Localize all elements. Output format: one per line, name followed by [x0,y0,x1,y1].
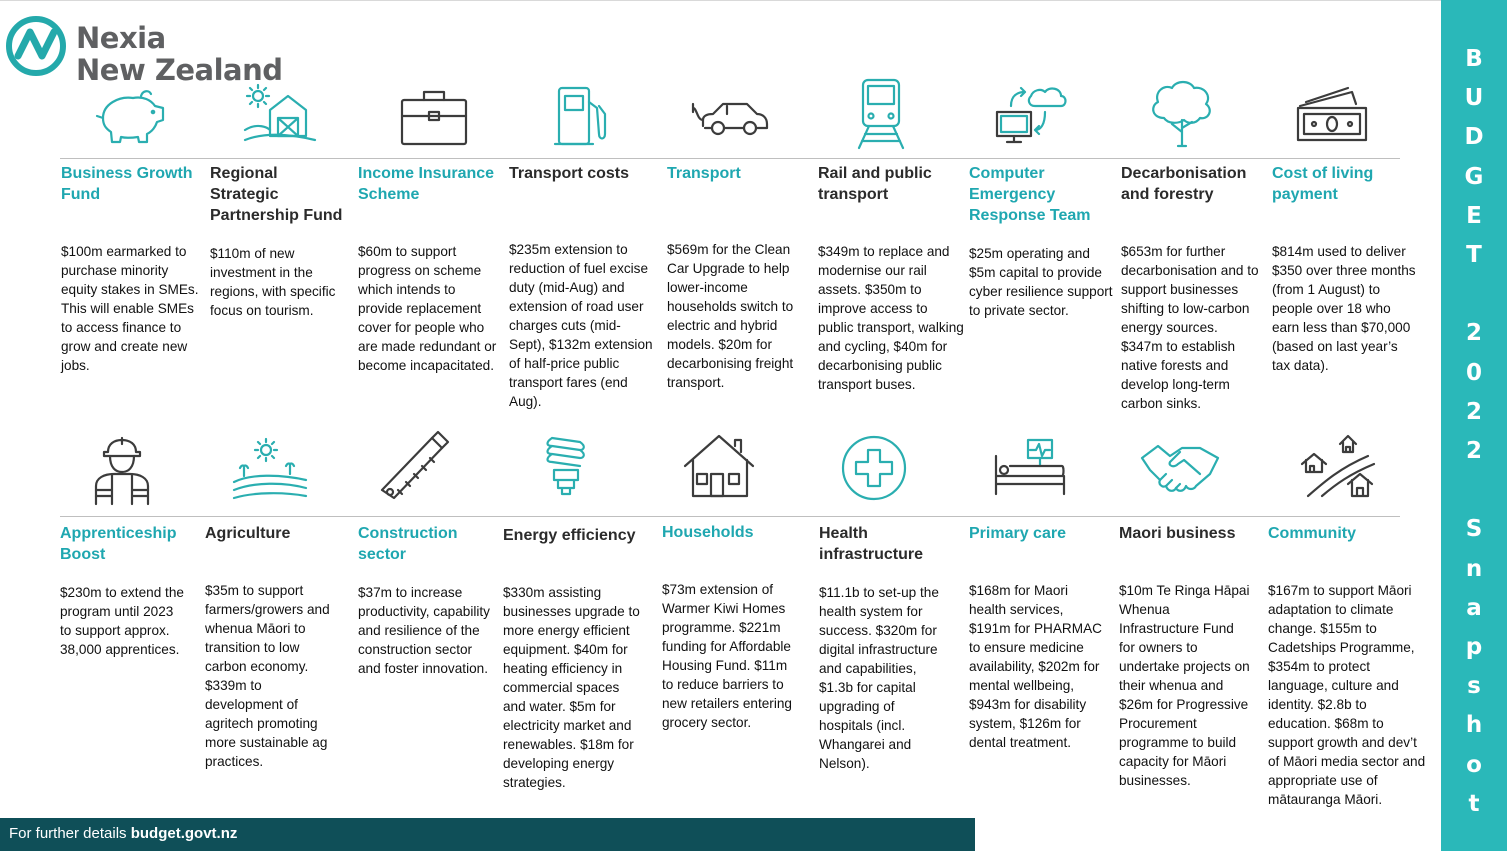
brand-name-line2: New Zealand [76,53,283,87]
sidebar-letter: 2 [1465,438,1482,465]
title-maori-business: Maori business [1119,525,1236,542]
sidebar-letter: n [1465,555,1483,582]
sidebar-letter: T [1466,242,1482,269]
sidebar-letter [1441,275,1507,314]
sidebar-letter: U [1464,85,1484,112]
footer-text [9,825,237,842]
footer-link[interactable]: budget.govt.nz [130,825,238,842]
title-health-infrastructure: Health infrastructure [819,525,924,563]
body-primary-care: $168m for Maori health services, $191m for PHARMAC to ensure medicine availability, $202m for mental wellbeing, $943m for disability system, $126m for dental treatment. [969,583,1102,750]
title-business-growth-fund: Business Growth Fund [61,165,193,203]
sidebar-letter: 0 [1465,359,1482,386]
top-border [0,0,1441,1]
body-households: $73m extension of Warmer Kiwi Homes programme. $221m funding for Affordable Housing Fund. $11m to reduce barriers to new retailers entering grocery sector. [662,582,792,730]
sidebar-letter: h [1465,712,1483,739]
electric-car-icon [691,82,771,150]
footer-bar [0,818,975,851]
title-apprenticeship-boost: Apprenticeship Boost [60,525,177,563]
footer-label: For further details [9,825,127,842]
title-households: Households [662,524,754,541]
sidebar-letter: D [1464,124,1484,151]
body-agriculture: $35m to support farmers/growers and whenua Māori to transition to low carbon economy. $339m to development of agritech promoting more sustainable ag practices. [205,583,330,769]
body-business-growth-fund: $100m earmarked to purchase minority equity stakes in SMEs. This will enable SMEs to access finance to grow and create new jobs. [61,244,199,373]
sidebar-letter: E [1466,202,1482,229]
tree-icon [1142,78,1222,146]
energy-bulb-icon [526,432,606,500]
body-maori-business: $10m Te Ringa Hāpai Whenua Infrastructure Fund for owners to undertake projects on their whenua and $26m for Progressive Procurement programme to build capacity for Māori businesses. [1119,583,1250,788]
train-icon [841,78,921,146]
sidebar-letter: a [1466,594,1482,621]
briefcase-icon [394,82,474,150]
title-transport-costs: Transport costs [509,165,630,182]
piggy-bank-icon [91,82,171,150]
body-computer-emergency-response-team: $25m operating and $5m capital to provide cyber resilience support to private sector. [969,246,1113,318]
title-computer-emergency-response-team: Computer Emergency Response Team [969,165,1091,224]
sidebar-letter: 2 [1465,320,1482,347]
sidebar-letter: p [1465,634,1483,661]
medical-cross-icon [834,432,914,500]
handshake-icon [1140,436,1220,504]
title-energy-efficiency: Energy efficiency [503,527,636,544]
brand-name-line1: Nexia [76,21,166,55]
body-cost-of-living-payment: $814m used to deliver $350 over three months (from 1 August) to people over 18 who earn less than $70,000 (based on last year’s tax data). [1272,244,1416,373]
sidebar-letter: t [1468,790,1480,817]
title-decarbonisation-and-forestry: Decarbonisation and forestry [1121,165,1247,203]
row1-divider [60,158,1400,159]
sidebar-vertical-title [1441,40,1507,824]
sidebar-letter: B [1465,46,1483,72]
row2-divider [60,516,1400,517]
budget-snapshot-sidebar [1441,0,1507,851]
title-income-insurance-scheme: Income Insurance Scheme [358,165,495,203]
title-agriculture: Agriculture [205,525,291,542]
body-community: $167m to support Māori adaptation to climate change. $155m to Cadetships Programme, $354m to protect language, culture and identity. $2.8b to education. $68m to support growth and dev’t of Māori media sector and appropriate use of mātauranga Māori. [1268,583,1426,807]
title-rail-and-public-transport: Rail and public transport [818,165,932,203]
fuel-pump-icon [543,82,623,150]
brand-name [76,22,283,86]
hospital-bed-icon [990,436,1070,504]
sidebar-letter: s [1467,673,1481,700]
sidebar-letter [1441,471,1507,510]
body-rail-and-public-transport: $349m to replace and modernise our rail assets. $350m to improve access to public transport, walking and cycling, $40m for decarbonising public transport buses. [818,244,964,392]
farm-fields-icon [230,436,310,504]
body-health-infrastructure: $11.1b to set-up the health system for success. $320m for digital infrastructure and capabilities, $1.3b for capital upgrading of hospitals (incl. Whangarei and Nelson). [819,585,939,771]
sidebar-letter: S [1465,516,1483,543]
title-transport: Transport [667,165,741,182]
house-icon [681,432,761,500]
community-homes-icon [1296,430,1376,498]
sidebar-letter: 2 [1465,398,1482,425]
barn-sun-icon [240,82,320,150]
worker-hardhat-icon [82,436,162,504]
sidebar-letter: o [1466,751,1482,778]
body-energy-efficiency: $330m assisting businesses upgrade to more energy efficient equipment. $40m for heating efficiency in commercial spaces and water. $5m for electricity market and renewables. $18m for developing energy strategies. [503,585,640,790]
title-community: Community [1268,525,1356,542]
title-construction-sector: Construction sector [358,525,458,563]
nexia-logo-mark-icon [4,12,74,82]
banknotes-icon [1292,82,1372,150]
title-cost-of-living-payment: Cost of living payment [1272,165,1374,203]
body-decarbonisation-and-forestry: $653m for further decarbonisation and to support businesses shifting to low-carbon energy sources. $347m to establish native forests and develop long-term carbon sinks. [1121,244,1259,411]
body-construction-sector: $37m to increase productivity, capability and resilience of the construction sector and foster innovation. [358,585,490,676]
cloud-computer-icon [991,82,1071,150]
body-transport-costs: $235m extension to reduction of fuel excise duty (mid-Aug) and extension of road user charges cuts (mid-Sept), $132m extension of half-price public transport fares (end Aug). [509,242,653,409]
title-regional-strategic-partnership-fund: Regional Strategic Partnership Fund [210,165,343,224]
sidebar-letter: G [1464,163,1484,190]
nexia-logo [4,12,294,87]
body-regional-strategic-partnership-fund: $110m of new investment in the regions, with specific focus on tourism. [210,246,336,318]
body-transport: $569m for the Clean Car Upgrade to help lower-income households switch to electric and hybrid models. $20m for decarbonising freight transport. [667,242,794,390]
body-apprenticeship-boost: $230m to extend the program until 2023 to support approx. 38,000 apprentices. [60,585,184,657]
title-primary-care: Primary care [969,525,1066,542]
body-income-insurance-scheme: $60m to support progress on scheme which intends to provide replacement cover for people who are made redundant or become incapacitated. [358,244,497,373]
saw-icon [376,432,456,500]
